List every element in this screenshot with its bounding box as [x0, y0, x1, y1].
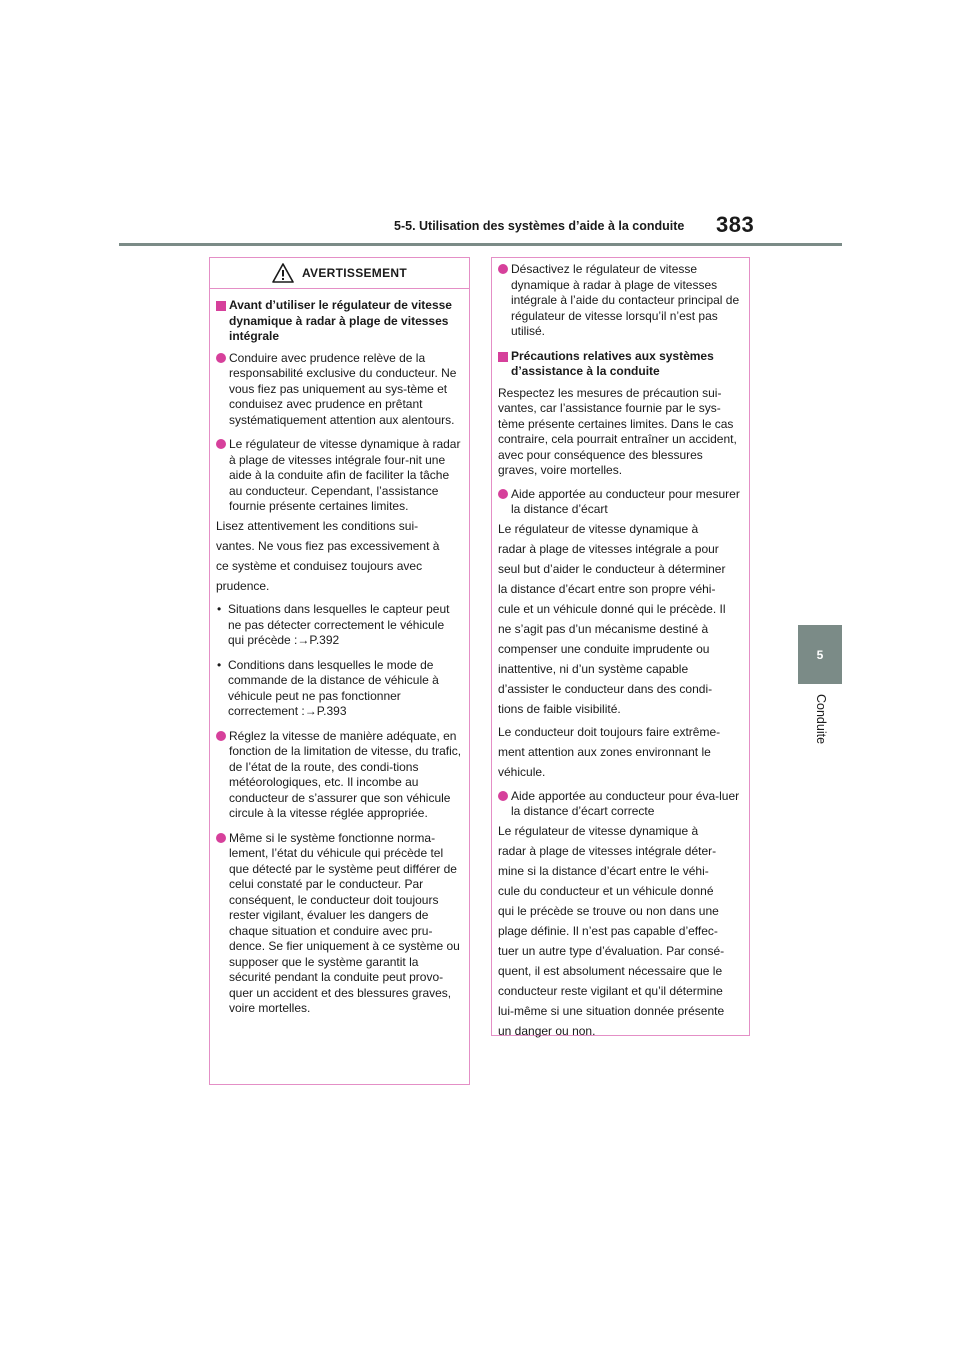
round-bullet-icon — [498, 264, 508, 274]
paragraph-line: radar à plage de vitesses intégrale déter- — [498, 843, 717, 858]
round-bullet-icon — [498, 489, 508, 499]
warning-content — [210, 289, 469, 1017]
precautions-heading — [498, 349, 743, 380]
paragraph-line: compenser une conduite imprudente ou — [498, 641, 710, 656]
paragraph-line: ne s’agit pas d’un mécanisme destiné à — [498, 621, 709, 636]
paragraph-line: mine si la distance d’écart entre le véhi- — [498, 863, 709, 878]
paragraph-line: un danger ou non. — [498, 1023, 596, 1038]
chapter-number: 5 — [816, 647, 824, 662]
list-item-text: Désactivez le régulateur de vitesse dynamique à radar à plage de vitesses intégrale à l’aide du contacteur principal de régulateur de vitesse lorsqu’il n’est pas utilisé. — [511, 262, 740, 338]
warning-title: AVERTISSEMENT — [301, 266, 408, 280]
list-item — [498, 262, 743, 340]
sub-item-text: Situations dans lesquelles le capteur peut ne pas détecter correctement le véhicule qui précède :→P.392 — [228, 602, 450, 647]
warning-header — [210, 258, 469, 289]
paragraph-line: Lisez attentivement les conditions sui- — [216, 518, 419, 533]
paragraph-line: cule et un véhicule donné qui le précède. Il — [498, 601, 726, 616]
paragraph-line: Le conducteur doit toujours faire extrême- — [498, 725, 721, 739]
paragraph-line: cule du conducteur et un véhicule donné — [498, 883, 714, 898]
list-item-text: Même si le système fonctionne norma-lement, l’état du véhicule qui précède tel que détecté par le système peut différer de celui constaté par le conducteur. Par conséquent, le conducteur doit toujours rester vigilant, évaluer les dangers de chaque situation et conduire avec pru-dence. Se fier uniquement à ce système ou supposer que le système garantit la sécurité pendant la conduite peut provo-quer un accident et des blessures graves, voire mortelles. — [229, 830, 460, 1015]
paragraph-line: Le régulateur de vitesse dynamique à — [498, 521, 699, 536]
small-bullet-icon: • — [217, 602, 222, 616]
warning-box — [209, 257, 470, 1085]
paragraph-line: lui-même si une situation donnée présente — [498, 1003, 725, 1018]
list-item-text: Conduire avec prudence relève de la responsabilité exclusive du conducteur. Ne vous fiez pas uniquement au sys-tème et conduisez avec prudence en prêtant systématiquement attention aux alentours. — [229, 350, 457, 427]
list-item — [216, 351, 463, 429]
precautions-heading-text: Précautions relatives aux systèmes d’assistance à la conduite — [511, 348, 714, 378]
warning-continued-box — [491, 257, 750, 1036]
paragraph-line: tions de faible visibilité. — [498, 701, 621, 716]
round-bullet-icon — [216, 731, 226, 741]
warning-heading — [216, 298, 463, 345]
page-number: 383 — [716, 212, 755, 237]
paragraph-line: d’assister le conducteur dans des condi- — [498, 681, 713, 696]
paragraph-line: vantes. Ne vous fiez pas excessivement à — [216, 538, 440, 553]
paragraph-line: plage définie. Il n’est pas capable d’effec- — [498, 923, 718, 938]
paragraph-line: véhicule. — [498, 765, 546, 779]
round-bullet-icon — [216, 439, 226, 449]
sub-item — [216, 658, 463, 720]
list-item — [216, 729, 463, 822]
warning-continued-content — [492, 258, 749, 1039]
paragraph — [216, 519, 463, 595]
list-item — [498, 487, 743, 518]
sub-item-text: Conditions dans lesquelles le mode de commande de la distance de véhicule à véhicule peut ne pas fonctionner correctement :→P.393 — [228, 657, 439, 718]
paragraph-line: ce système et conduisez toujours avec — [216, 558, 423, 573]
square-bullet-icon — [498, 352, 508, 362]
paragraph — [498, 522, 743, 718]
round-bullet-icon — [216, 833, 226, 843]
paragraph — [498, 824, 743, 1040]
chapter-label: Conduite — [814, 694, 828, 745]
list-item-text: Aide apportée au conducteur pour éva-luer la distance d’écart correcte — [511, 788, 740, 818]
list-item-text: Le régulateur de vitesse dynamique à radar à plage de vitesses intégrale four-nit une aide à la conduite afin de faciliter la tâche au conducteur. Cependant, l’assistance fournie présente certaines limites. — [229, 437, 461, 513]
paragraph-line: inattentive, ni d’un système capable — [498, 661, 689, 676]
paragraph: Respectez les mesures de précaution sui-vantes, car l’assistance fournie par le sys-tème présente certaines limites. Dans le cas contraire, cela pourrait entraîner un accident, avec pour conséquence des blessures graves, voire mortelles. — [498, 385, 737, 477]
paragraph-line: Le régulateur de vitesse dynamique à — [498, 823, 699, 838]
chapter-tab — [798, 625, 842, 684]
small-bullet-icon: • — [217, 657, 222, 672]
square-bullet-icon — [216, 301, 226, 311]
paragraph — [498, 725, 743, 781]
round-bullet-icon — [216, 353, 226, 363]
warning-triangle-icon — [272, 263, 294, 283]
paragraph-line: prudence. — [216, 578, 270, 593]
header-rule — [119, 243, 842, 246]
paragraph-line: la distance d’écart entre son propre véhi- — [498, 581, 716, 596]
paragraph-line: radar à plage de vitesses intégrale a pour — [498, 541, 719, 556]
paragraph-line: qui le précède se trouve ou non dans une — [498, 903, 719, 918]
list-item-text: Réglez la vitesse de manière adéquate, en fonction de la limitation de vitesse, du trafic, de l’état de la route, des condi-tions météorologiques, etc. Il incombe au conducteur de s’assurer que son véhicule circule à la vitesse réglée appropriée. — [229, 728, 462, 820]
sub-item — [216, 602, 463, 649]
paragraph-line: quent, il est absolument nécessaire que le — [498, 963, 723, 978]
list-item — [216, 437, 463, 515]
paragraph-line: ment attention aux zones environnant le — [498, 745, 711, 759]
round-bullet-icon — [498, 791, 508, 801]
list-item — [498, 789, 743, 820]
list-item-text: Aide apportée au conducteur pour mesurer la distance d’écart — [511, 486, 740, 516]
paragraph-line: conducteur reste vigilant et qu’il détermine — [498, 983, 723, 998]
paragraph-line: seul but d’aider le conducteur à déterminer — [498, 561, 726, 576]
paragraph-line: tuer un autre type d’évaluation. Par consé- — [498, 943, 725, 958]
warning-heading-text: Avant d’utiliser le régulateur de vitesse dynamique à radar à plage de vitesses intégrale — [229, 298, 452, 343]
list-item — [216, 831, 463, 1017]
section-title: 5-5. Utilisation des systèmes d’aide à la conduite — [394, 219, 685, 233]
